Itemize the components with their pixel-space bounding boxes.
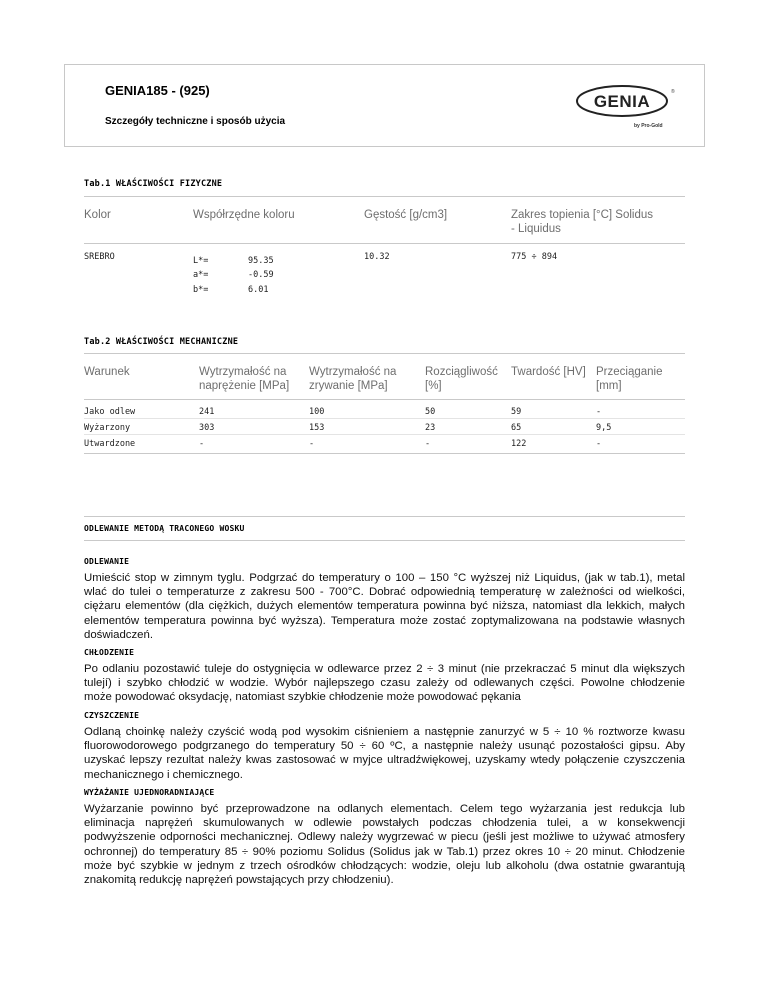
genia-logo bbox=[574, 84, 674, 128]
tab2-row1-zrywanie: 100 bbox=[309, 407, 325, 417]
chlodzenie-line: Po odlaniu pozostawić tuleje do ostygnięcia w odlewarce przez 2 ÷ 3 minut (nie przekraczać 5 minut dla większych bbox=[84, 663, 685, 675]
tab2-row3-warunek: Utwardzone bbox=[84, 439, 136, 449]
odlewanie-line: doświadczeń. bbox=[84, 628, 154, 641]
czyszczenie-paragraph bbox=[84, 725, 685, 782]
tab2-row-divider bbox=[84, 434, 685, 435]
czyszczenie-line: Odlaną choinkę należy czyścić wodą pod wysokim ciśnieniem a następnie zanurzyć w 5 ÷ 10 % roztworze kwasu bbox=[84, 726, 685, 738]
odlewanie-paragraph bbox=[84, 571, 685, 642]
tab1-coord-value-a: -0.59 bbox=[248, 270, 274, 280]
tab2-row2-przeciaganie: 9,5 bbox=[596, 423, 612, 433]
odlewanie-heading: ODLEWANIE bbox=[84, 557, 130, 566]
casting-top-rule bbox=[84, 516, 685, 517]
odlewanie-line: ciężaru elementów (dla ciężkich, dużych elementów temperatura powinna być niższa, natomiast dla lekkich, małych bbox=[84, 600, 685, 613]
tab1-color-value: SREBRO bbox=[84, 252, 115, 262]
tab2-row2-rozciagliwosc: 23 bbox=[425, 423, 436, 433]
genia-logo-icon bbox=[574, 84, 674, 128]
logo-tagline: by Pro-Gold bbox=[634, 123, 663, 129]
chlodzenie-line: może powodować oksydację, natomiast szybkie chłodzenie może powodować pękania bbox=[84, 691, 521, 704]
tab1-coord-label-b: b*= bbox=[193, 285, 209, 295]
tab1-header-wspolrzedne: Współrzędne koloru bbox=[193, 209, 295, 221]
tab2-header-rozciagliwosc-l1: Rozciągliwość bbox=[425, 366, 498, 378]
wyzarzanie-paragraph bbox=[84, 802, 685, 887]
tab1-coord-label-a: a*= bbox=[193, 270, 209, 280]
tab2-row3-twardosc: 122 bbox=[511, 439, 527, 449]
tab2-title: Tab.2 WŁAŚCIWOŚCI MECHANICZNE bbox=[84, 337, 239, 347]
wyzarzanie-line: podwyższenie odporności mechanicznej. Odlewy należy wygrzewać w piecu (jeśli jest możliwe to używać atmosfery bbox=[84, 831, 685, 844]
wyzarzanie-line: może być szybkie w jednym z trzech ośrodków chłodzących: wodzie, oleju lub alkoholu (dwa ostatnie gwarantują bbox=[84, 859, 685, 872]
wyzarzanie-line: eliminacja naprężeń skumulowanych w odlewie powstałych podczas chłodzenia tulei, a w konsekwencji bbox=[84, 817, 685, 830]
tab2-bottom-rule bbox=[84, 453, 685, 454]
document-title: GENIA185 - (925) bbox=[105, 83, 210, 98]
tab2-row1-warunek: Jako odlew bbox=[84, 407, 136, 417]
document-subtitle: Szczegóły techniczne i sposób użycia bbox=[105, 116, 286, 127]
czyszczenie-line: fluorowodorowego podgrzanego do temperatury 50 ÷ 60 ºC, a następnie należy usunąć pozostałości gipsu. Aby bbox=[84, 740, 685, 753]
czyszczenie-line: uzyskać lepszy rezultat należy kwas zastosować w myjce ultradźwiękowej, uzyskamy wtedy połączenie czyszczenia bbox=[84, 754, 685, 767]
tab2-top-rule bbox=[84, 353, 685, 354]
tab2-header-przeciaganie-l1: Przeciąganie bbox=[596, 366, 663, 378]
tab2-header-warunek: Warunek bbox=[84, 366, 130, 378]
tab2-row1-twardosc: 59 bbox=[511, 407, 522, 417]
tab1-density-value: 10.32 bbox=[364, 252, 390, 262]
tab2-row2-warunek: Wyżarzony bbox=[84, 423, 131, 433]
tab1-header-zakres-l1: Zakres topienia [°C] Solidus bbox=[511, 209, 654, 221]
tab2-row3-przeciaganie: - bbox=[596, 439, 602, 449]
tab1-melting-value: 775 ÷ 894 bbox=[511, 252, 558, 262]
tab2-row3-rozciagliwosc: - bbox=[425, 439, 431, 449]
tab1-coord-value-l: 95.35 bbox=[248, 256, 274, 266]
tab2-row1-przeciaganie: - bbox=[596, 407, 602, 417]
tab1-header-gestosc: Gęstość [g/cm3] bbox=[364, 209, 448, 221]
odlewanie-line: elementów temperatura powinna być wyższa). Temperatura może zostać zoptymalizowana na podstawie własnych bbox=[84, 614, 685, 627]
tab2-header-rule bbox=[84, 399, 685, 400]
tab1-coord-value-b: 6.01 bbox=[248, 285, 269, 295]
tab2-row2-zrywanie: 153 bbox=[309, 423, 325, 433]
tab2-header-twardosc: Twardość [HV] bbox=[511, 366, 586, 378]
tab1-title: Tab.1 WŁAŚCIWOŚCI FIZYCZNE bbox=[84, 179, 223, 189]
tab2-header-przeciaganie-l2: [mm] bbox=[596, 380, 622, 392]
czyszczenie-line: mechanicznego i chemicznego. bbox=[84, 768, 243, 781]
odlewanie-line: Umieścić stop w zimnym tyglu. Podgrzać do temperatury o 100 – 150 °C wyższej niż Liquidus, (jak w tab.1), metal bbox=[84, 572, 685, 584]
tab2-header-naprezenie-l1: Wytrzymałość na bbox=[199, 366, 287, 378]
tab2-header-rozciagliwosc-l2: [%] bbox=[425, 380, 442, 392]
chlodzenie-line: tulejí) i szybko chłodzić w wodzie. Wybór najlepszego czasu zależy od odlewanych części. Powolne chłodzenie bbox=[84, 677, 685, 690]
tab2-row-divider bbox=[84, 418, 685, 419]
tab2-row1-naprezenie: 241 bbox=[199, 407, 215, 417]
tab1-coord-label-l: L*= bbox=[193, 256, 209, 266]
logo-wordmark: GENIA bbox=[593, 92, 651, 111]
chlodzenie-heading: CHŁODZENIE bbox=[84, 648, 135, 657]
wyzarzanie-line: znakomitą redukcję naprężeń powstających przy chłodzeniu). bbox=[84, 874, 394, 887]
tab2-header-zrywanie-l2: zrywanie [MPa] bbox=[309, 380, 388, 392]
odlewanie-line: wlać do tulei o temperaturze z zakresu 500 - 700°C. Dobrać odpowiednią temperaturę w zależności od wielkości, bbox=[84, 586, 685, 599]
wyzarzanie-line: ochronnej) do temperatury 85 ÷ 90% poziomu Solidus (Solidus jak w Tab.1) przez okres 10 ÷ 20 minut. Chłodzenie bbox=[84, 845, 685, 858]
logo-registered-mark: ® bbox=[671, 89, 675, 95]
tab2-row1-rozciagliwosc: 50 bbox=[425, 407, 436, 417]
document-header bbox=[64, 64, 705, 147]
tab1-top-rule bbox=[84, 196, 685, 197]
tab2-row3-naprezenie: - bbox=[199, 439, 205, 449]
casting-section-title: ODLEWANIE METODĄ TRACONEGO WOSKU bbox=[84, 524, 245, 533]
tab1-header-kolor: Kolor bbox=[84, 209, 111, 221]
tab2-header-zrywanie-l1: Wytrzymałość na bbox=[309, 366, 397, 378]
tab2-header-naprezenie-l2: naprężenie [MPa] bbox=[199, 380, 290, 392]
chlodzenie-paragraph bbox=[84, 662, 685, 705]
tab1-header-zakres-l2: - Liquidus bbox=[511, 223, 561, 235]
casting-title-rule bbox=[84, 540, 685, 541]
wyzarzanie-line: Wyżarzanie powinno być przeprowadzone na odlanych elementach. Celem tego wyżarzania jest redukcja lub bbox=[84, 803, 685, 815]
czyszczenie-heading: CZYSZCZENIE bbox=[84, 711, 140, 720]
wyzarzanie-heading: WYŻAŻANIE UJEDNORADNIAJĄCE bbox=[84, 788, 215, 797]
tab2-row3-zrywanie: - bbox=[309, 439, 315, 449]
tab2-row2-naprezenie: 303 bbox=[199, 423, 215, 433]
tab1-header-rule bbox=[84, 243, 685, 244]
tab2-row2-twardosc: 65 bbox=[511, 423, 522, 433]
